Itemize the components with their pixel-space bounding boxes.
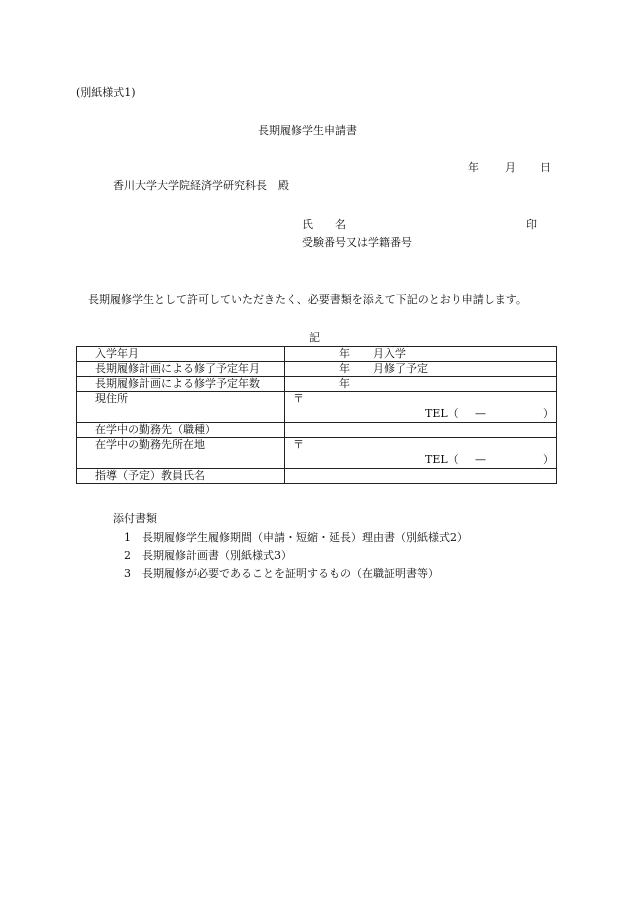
tel-label: TEL（ <box>425 407 459 420</box>
request-statement: 長期履修学生として許可していただきたく、必要書類を添えて下記のとおり申請します。 <box>88 293 527 306</box>
item-number: 2 <box>124 549 131 562</box>
month-suffix: 月入学 <box>373 347 406 360</box>
employer-address-field[interactable] <box>285 438 557 469</box>
date-year: 年 <box>468 161 479 174</box>
item-number: 3 <box>124 567 131 580</box>
list-item <box>124 531 468 545</box>
row-label-address: 現住所 <box>77 392 285 423</box>
table-row <box>77 347 557 362</box>
applicant-name-label: 氏 名 <box>302 218 346 231</box>
row-label-employer-address: 在学中の勤務先所在地 <box>77 438 285 469</box>
table-row <box>77 377 557 392</box>
completion-date-field[interactable] <box>285 362 557 377</box>
attachments-heading: 添付書類 <box>113 512 157 525</box>
table-row <box>77 362 557 377</box>
table-row <box>77 423 557 438</box>
address-field[interactable] <box>285 392 557 423</box>
month-suffix: 月修了予定 <box>373 362 428 375</box>
tel-dash: — <box>475 407 486 420</box>
form-id: (別紙様式1) <box>76 86 136 99</box>
enrollment-date-field[interactable] <box>285 347 557 362</box>
tel-dash: — <box>475 453 486 466</box>
tel-close: ） <box>543 453 554 466</box>
date-month: 月 <box>505 161 516 174</box>
date-day: 日 <box>540 161 551 174</box>
list-item <box>124 567 439 581</box>
application-table <box>76 346 557 484</box>
item-text: 長期履修学生履修期間（申請・短縮・延長）理由書（別紙様式2） <box>142 531 468 544</box>
item-text: 長期履修計画書（別紙様式3） <box>142 549 292 562</box>
postal-mark: 〒 <box>293 392 304 405</box>
employer-field[interactable] <box>285 423 557 438</box>
addressee: 香川大学大学院経済学研究科長 殿 <box>113 179 289 192</box>
table-row <box>77 469 557 484</box>
document-title: 長期履修学生申請書 <box>258 124 357 137</box>
year-label: 年 <box>339 377 350 390</box>
list-item <box>124 549 292 563</box>
seal-mark: 印 <box>526 218 537 231</box>
ki-heading: 記 <box>309 331 320 344</box>
table-row <box>77 392 557 423</box>
study-years-field[interactable] <box>285 377 557 392</box>
applicant-number-label: 受験番号又は学籍番号 <box>302 236 412 249</box>
row-label-advisor: 指導（予定）教員氏名 <box>77 469 285 484</box>
year-label: 年 <box>339 347 350 360</box>
table-row <box>77 438 557 469</box>
row-label-completion: 長期履修計画による修了予定年月 <box>77 362 285 377</box>
advisor-name-field[interactable] <box>285 469 557 484</box>
tel-label: TEL（ <box>425 453 459 466</box>
row-label-employer: 在学中の勤務先（職種） <box>77 423 285 438</box>
row-label-years: 長期履修計画による修学予定年数 <box>77 377 285 392</box>
item-number: 1 <box>124 531 131 544</box>
item-text: 長期履修が必要であることを証明するもの（在職証明書等） <box>142 567 439 580</box>
tel-close: ） <box>543 407 554 420</box>
year-label: 年 <box>339 362 350 375</box>
postal-mark: 〒 <box>293 438 304 451</box>
row-label-enrollment: 入学年月 <box>77 347 285 362</box>
